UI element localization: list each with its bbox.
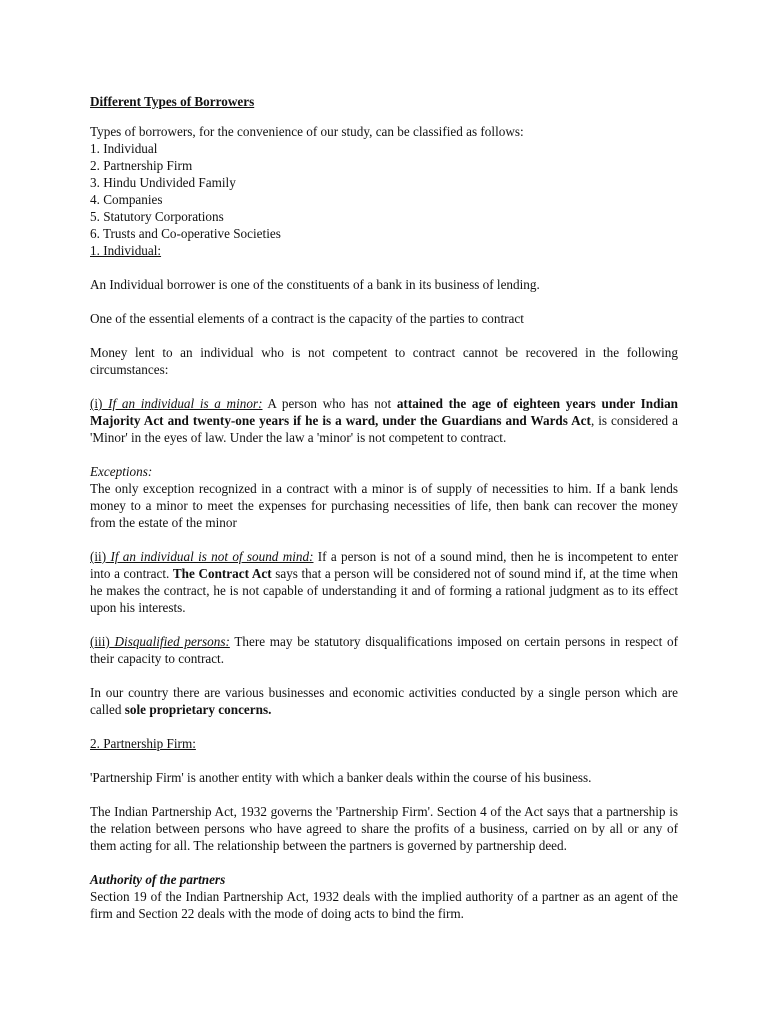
authority-heading: Authority of the partners bbox=[90, 872, 226, 887]
section-heading-individual: 1. Individual: bbox=[90, 243, 162, 258]
paragraph: The Indian Partnership Act, 1932 governs the 'Partnership Firm'. Section 4 of the Act says that a partnership is the relation between persons who have agreed to share the profits of a business, carried on by all or any of them acting for all. The relationship between the partners is governed by partnership deed. bbox=[90, 804, 678, 853]
section-heading-partnership: 2. Partnership Firm: bbox=[90, 736, 196, 751]
unsound-mind-paragraph: (ii) If an individual is not of sound mind: If a person is not of a sound mind, then he is incompetent to enter into a contract. The Contract Act says that a person will be considered not of sound mind if, at the time when he makes the contract, he is not capable of understanding it and of forming a rational judgment as to its effect upon his interests. bbox=[90, 549, 678, 615]
list-item: 3. Hindu Undivided Family bbox=[90, 175, 236, 190]
intro-text: Types of borrowers, for the convenience of our study, can be classified as follows: bbox=[90, 124, 524, 139]
authority-text: Section 19 of the Indian Partnership Act, 1932 deals with the implied authority of a partner as an agent of the firm and Section 22 deals with the mode of doing acts to bind the firm. bbox=[90, 889, 678, 921]
exceptions-label: Exceptions: bbox=[90, 464, 153, 479]
disqualified-label: (iii) Disqualified persons: bbox=[90, 634, 230, 649]
paragraph: 'Partnership Firm' is another entity with which a banker deals within the course of his business. bbox=[90, 770, 592, 785]
disqualified-paragraph: (iii) Disqualified persons: There may be statutory disqualifications imposed on certain persons in respect of their capacity to contract. bbox=[90, 634, 678, 666]
minor-paragraph: (i) If an individual is a minor: A person who has not attained the age of eighteen years under Indian Majority Act and twenty-one years if he is a ward, under the Guardians and Wards Act, is considered a 'Minor' in the eyes of law. Under the law a 'minor' is not competent to contract. bbox=[90, 396, 679, 445]
list-item: 5. Statutory Corporations bbox=[90, 209, 224, 224]
list-item: 6. Trusts and Co-operative Societies bbox=[90, 226, 281, 241]
paragraph: Money lent to an individual who is not competent to contract cannot be recovered in the following circumstances: bbox=[90, 345, 678, 377]
list-item: 2. Partnership Firm bbox=[90, 158, 193, 173]
sole-proprietary-paragraph: In our country there are various businesses and economic activities conducted by a single person which are called sole proprietary concerns. bbox=[90, 685, 678, 717]
paragraph: One of the essential elements of a contract is the capacity of the parties to contract bbox=[90, 311, 524, 326]
exceptions-text: The only exception recognized in a contract with a minor is of supply of necessities to him. If a bank lends money to a minor to meet the expenses for purchasing necessities of life, then bank can recover the money from the estate of the minor bbox=[90, 481, 678, 530]
paragraph: An Individual borrower is one of the constituents of a bank in its business of lending. bbox=[90, 277, 540, 292]
list-item: 1. Individual bbox=[90, 141, 158, 156]
list-item: 4. Companies bbox=[90, 192, 163, 207]
unsound-mind-label: (ii) If an individual is not of sound mind: bbox=[90, 549, 314, 564]
borrower-types-list bbox=[90, 140, 678, 242]
document-title: Different Types of Borrowers bbox=[90, 94, 255, 109]
minor-label: (i) If an individual is a minor: bbox=[90, 396, 263, 411]
